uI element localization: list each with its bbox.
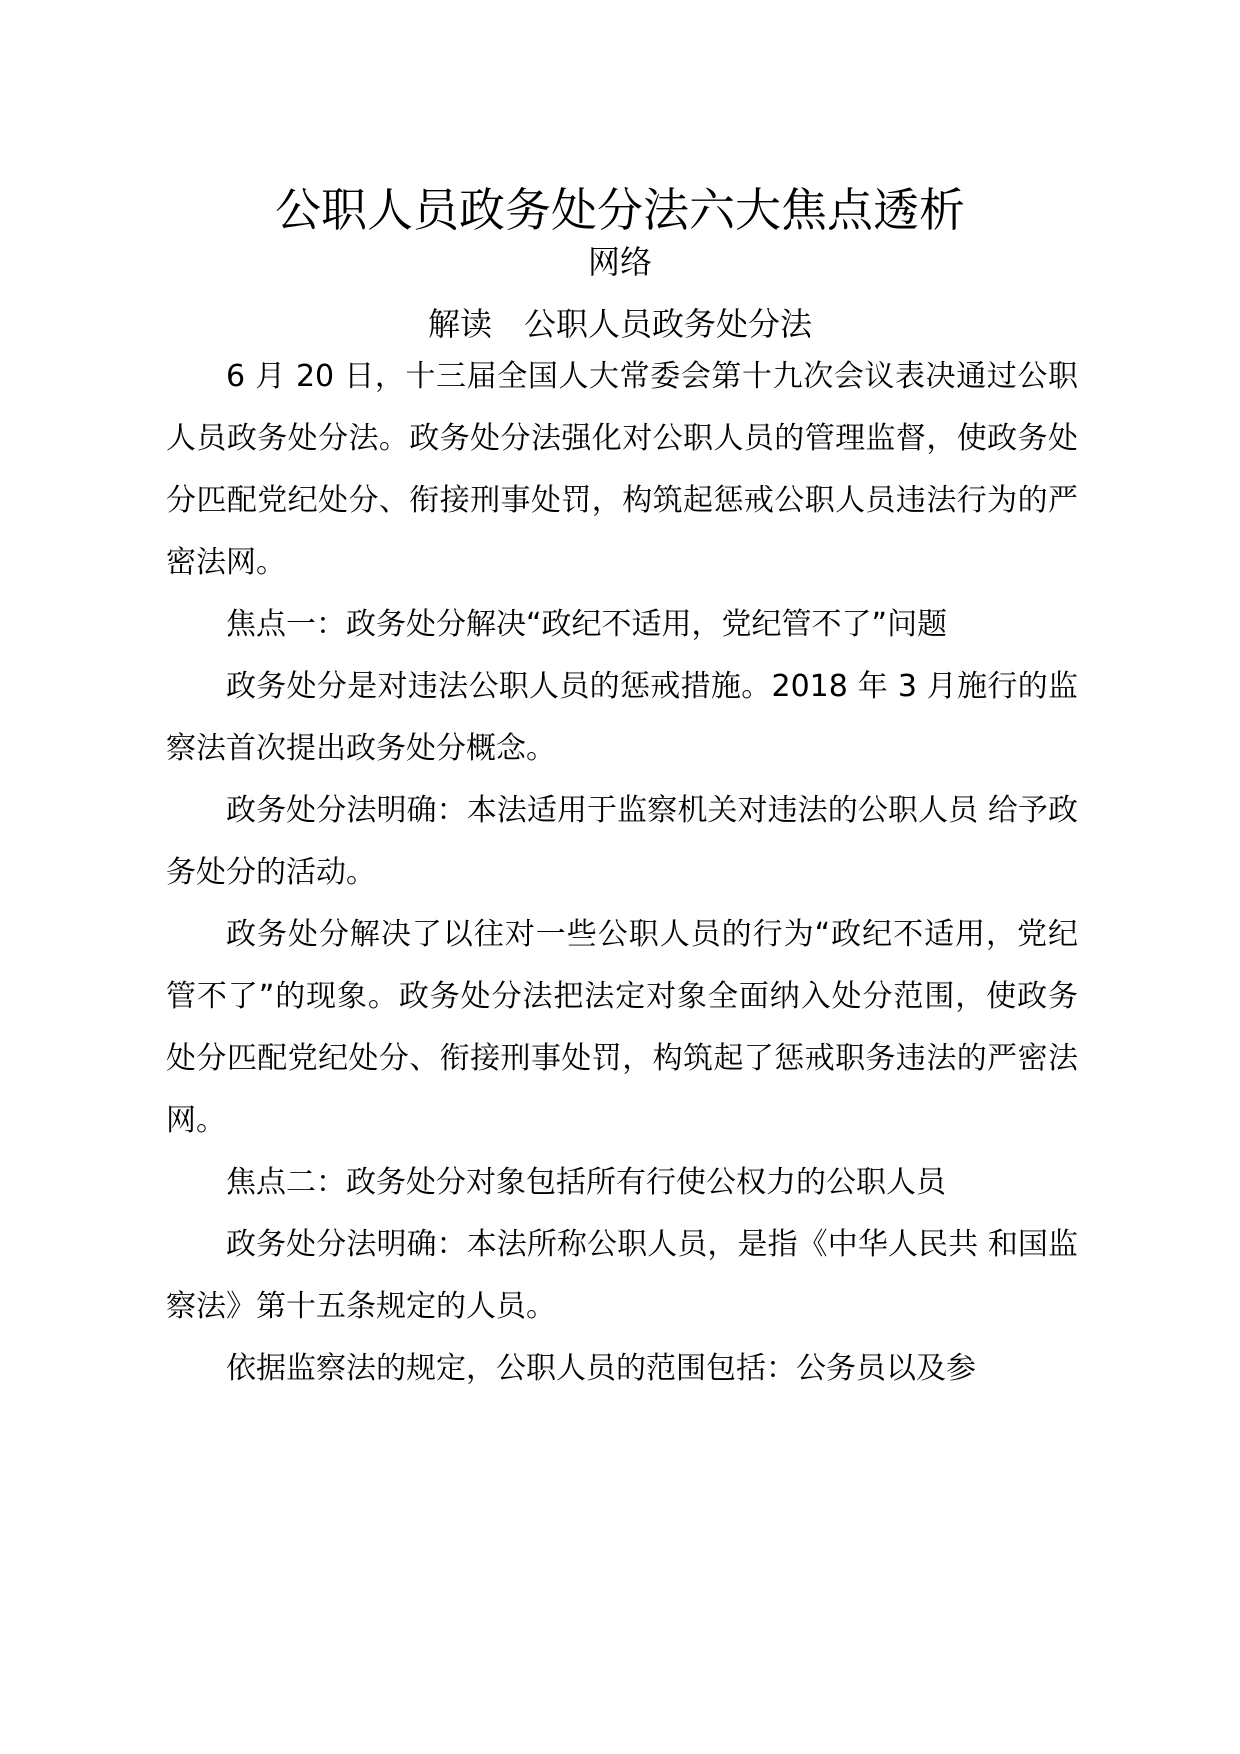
paragraph-focus-two-definition: 政务处分法明确：本法所称公职人员，是指《中华人民共 和国监察法》第十五条规定的人员。: [166, 1227, 1078, 1324]
paragraph-focus-one-effect: 政务处分解决了以往对一些公职人员的行为“政纪不适用，党纪管不了”的现象。政务处分法把法定对象全面纳入处分范围，使政务处分匹配党纪处分、衔接刑事处罚，构筑起了惩戒职务违法的严密法网。: [166, 917, 1078, 1138]
paragraph-focus-one-definition: 政务处分是对违法公职人员的惩戒措施。2018 年 3 月施行的监察法首次提出政务处分概念。: [166, 669, 1078, 766]
paragraph-intro: 6 月 20 日，十三届全国人大常委会第十九次会议表决通过公职人员政务处分法。政务处分法强化对公职人员的管理监督，使政务处分匹配党纪处分、衔接刑事处罚，构筑起惩戒公职人员违法行为的严密法网。: [166, 359, 1078, 580]
document-subheading: 解读 公职人员政务处分法: [427, 305, 812, 343]
paragraph-focus-one-scope: 政务处分法明确：本法适用于监察机关对违法的公职人员 给予政务处分的活动。: [166, 793, 1078, 890]
document-source: 网络: [587, 243, 652, 281]
paragraph-focus-two-heading: 焦点二：政务处分对象包括所有行使公权力的公职人员: [226, 1165, 946, 1200]
paragraph-focus-one-heading: 焦点一：政务处分解决“政纪不适用，党纪管不了”问题: [226, 607, 948, 642]
document-title: 公职人员政务处分法六大焦点透析: [275, 183, 965, 237]
paragraph-focus-two-scope: 依据监察法的规定，公职人员的范围包括：公务员以及参: [226, 1351, 976, 1386]
document-body: [166, 346, 1078, 1400]
